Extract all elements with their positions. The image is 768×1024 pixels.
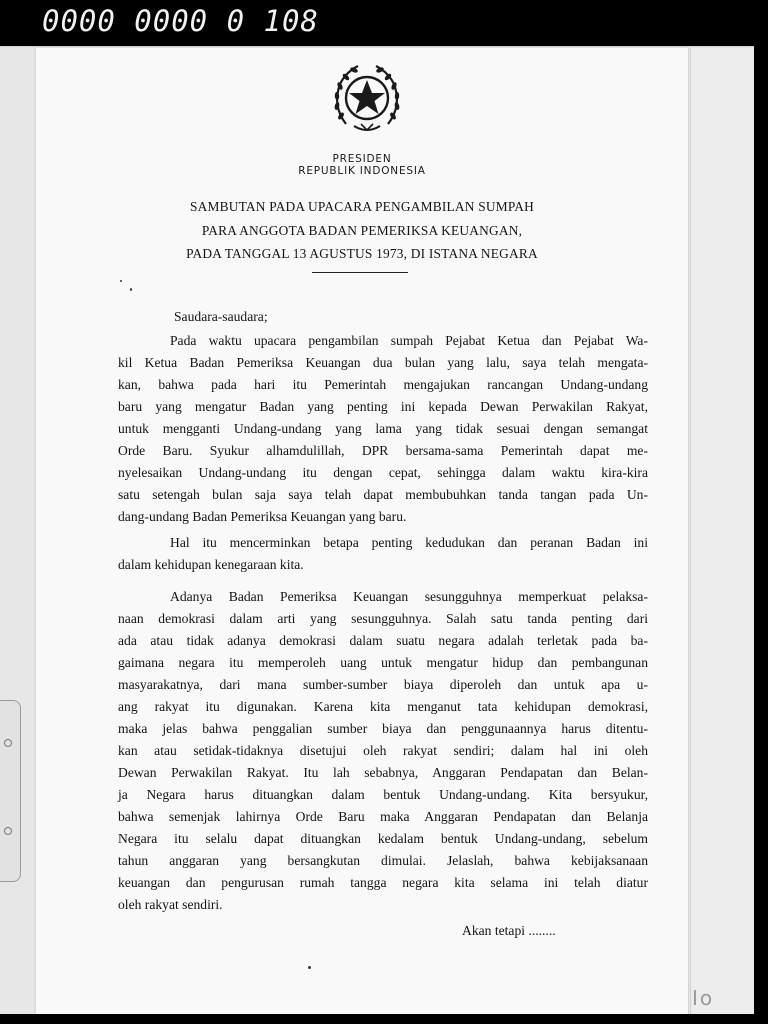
binder-hole-icon: [4, 739, 12, 747]
film-frame-code: 0000 0000 0 108: [42, 4, 319, 38]
paragraph-line: untuk mengganti Undang-undang yang lama yang tidak sesuai dengan semangat: [118, 421, 648, 436]
paragraph-line: naan demokrasi dalam arti yang sesungguhnya. Salah satu tanda penting dari: [118, 611, 648, 626]
paragraph-line: kil Ketua Badan Pemeriksa Keuangan dua bulan yang lalu, saya telah mengata-: [118, 355, 648, 370]
body-paragraph-3: [118, 586, 648, 916]
paragraph-line: keuangan dan pengurusan rumah tangga negara kita selama ini telah diatur: [118, 875, 648, 890]
scan-speck: [120, 280, 122, 282]
paragraph-line: masyarakatnya, dari mana sumber-sumber biaya diperoleh dan untuk apa u-: [118, 677, 648, 692]
paragraph-line: ang rakyat itu digunakan. Karena kita menganut tata kehidupan demokrasi,: [118, 699, 648, 714]
title-underline-divider: [312, 272, 408, 273]
margin-mark: Io: [692, 986, 715, 1010]
paragraph-line: satu setengah bulan saja saya telah dapat membubuhkan tanda tangan pada Un-: [118, 487, 648, 502]
paragraph-line: ja Negara harus dituangkan dalam bentuk Undang-undang. Kita bersyukur,: [118, 787, 648, 802]
body-paragraph-2: [118, 532, 648, 576]
paragraph-line: gaimana negara itu memperoleh uang untuk mengatur hidup dan pembangunan: [118, 655, 648, 670]
paragraph-line: Negara itu selalu dapat dituangkan kedalam bentuk Undang-undang, sebelum: [118, 831, 648, 846]
document-title-line: PADA TANGGAL 13 AGUSTUS 1973, DI ISTANA NEGARA: [186, 246, 538, 261]
paragraph-line: ada atau tidak adanya demokrasi dalam suatu negara adalah terletak pada ba-: [118, 633, 648, 648]
garuda-star-wreath-emblem-icon: [324, 58, 410, 144]
document-title-line: SAMBUTAN PADA UPACARA PENGAMBILAN SUMPAH: [189, 199, 534, 214]
paragraph-line: tahun anggaran yang bersangkutan dimulai. Jelaslah, bahwa kebijaksanaan: [118, 853, 648, 868]
paragraph-line: kan, bahwa pada hari itu Pemerintah mengajukan rancangan Undang-undang: [118, 377, 648, 392]
paragraph-line: Orde Baru. Syukur alhamdulillah, DPR bersama-sama Pemerintah dapat me-: [118, 443, 648, 458]
paragraph-line: Dewan Perwakilan Rakyat. Itu lah sebabnya, Anggaran Pendapatan dan Belan-: [118, 765, 648, 780]
paragraph-line: kan atau setidak-tidaknya disetujui oleh rakyat sendiri; dalam hal ini oleh: [118, 743, 648, 758]
paragraph-line: dalam kehidupan kenegaraan kita.: [118, 557, 304, 572]
page-continuation-note: Akan tetapi ........: [462, 923, 556, 938]
film-bottom-edge: [0, 1014, 768, 1024]
paragraph-line: dang-undang Badan Pemeriksa Keuangan yang baru.: [118, 509, 407, 524]
paragraph-line: Pada waktu upacara pengambilan sumpah Pejabat Ketua dan Pejabat Wa-: [170, 333, 648, 348]
document-title-line: PARA ANGGOTA BADAN PEMERIKSA KEUANGAN,: [201, 223, 523, 238]
salutation: Saudara-saudara;: [174, 309, 268, 324]
paragraph-line: Hal itu mencerminkan betapa penting kedudukan dan peranan Badan ini: [170, 535, 648, 550]
issuer-country: REPUBLIK INDONESIA: [298, 165, 426, 177]
scan-speck: [130, 288, 132, 291]
paragraph-line: Adanya Badan Pemeriksa Keuangan sesungguhnya memperkuat pelaksa-: [170, 589, 648, 604]
paragraph-line: bahwa semenjak lahirnya Orde Baru maka Anggaran Pendapatan dan Belanja: [118, 809, 648, 824]
paragraph-line: oleh rakyat sendiri.: [118, 897, 223, 912]
binder-hole-icon: [4, 827, 12, 835]
paragraph-line: nyelesaikan Undang-undang itu dengan cepat, sehingga dalam waktu kira-kira: [118, 465, 648, 480]
document-page: [36, 48, 689, 1014]
binder-tab: [0, 700, 21, 882]
paragraph-line: baru yang mengatur Badan yang penting ini kepada Dewan Perwakilan Rakyat,: [118, 399, 648, 414]
adjacent-sheet-edge: [690, 48, 753, 1016]
scan-speck: [308, 966, 311, 969]
issuer-title: PRESIDEN: [332, 153, 392, 165]
body-paragraph-1: [118, 330, 648, 528]
paragraph-line: maka jelas bahwa penggalian sumber biaya dan penggunaannya harus ditentu-: [118, 721, 648, 736]
